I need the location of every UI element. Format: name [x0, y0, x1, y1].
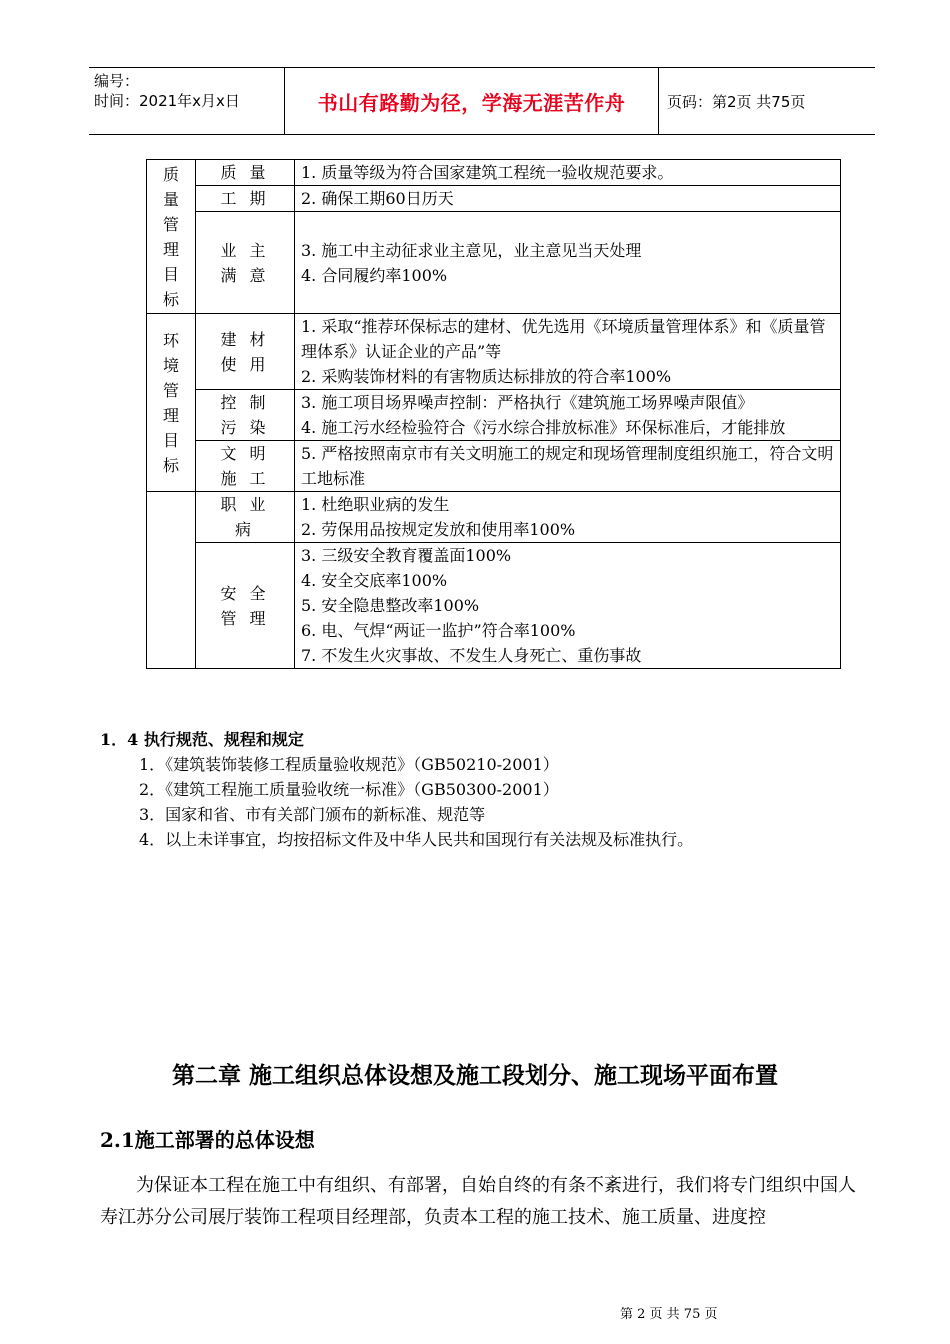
goal-text: 1. 质量等级为符合国家建筑工程统一验收规范要求。: [295, 160, 841, 186]
section-title-2-1: 2.1施工部署的总体设想: [100, 1128, 315, 1152]
header-meta: [89, 68, 285, 134]
chapter-title: 第二章 施工组织总体设想及施工段划分、施工现场平面布置: [171, 1062, 778, 1089]
subcategory: 建 材 使 用: [196, 314, 295, 390]
list-item: 2．《建筑工程施工质量验收统一标准》（GB50300-2001）: [139, 780, 559, 799]
list-item: 3．国家和省、市有关部门颁布的新标准、规范等: [139, 805, 486, 824]
category-environment: 环境管理目标: [147, 314, 196, 492]
goals-table: [146, 159, 841, 669]
subcategory: 工 期: [196, 186, 295, 212]
goal-text: 5. 严格按照南京市有关文明施工的规定和现场管理制度组织施工，符合文明工地标准: [295, 441, 841, 492]
goal-text: 1. 杜绝职业病的发生 2. 劳保用品按规定发放和使用率100%: [295, 492, 841, 543]
category-safety: [147, 492, 196, 669]
header-motto: 书山有路勤为径，学海无涯苦作舟: [285, 68, 659, 134]
table-row: [147, 186, 841, 212]
section-title-1-4: 1．4 执行规范、规程和规定: [100, 730, 304, 749]
category-quality: 质量管理目标: [147, 160, 196, 314]
table-row: [147, 390, 841, 441]
page-header: [89, 67, 875, 135]
table-row: [147, 441, 841, 492]
subcategory: 职 业 病: [196, 492, 295, 543]
table-row: [147, 160, 841, 186]
regulations-list: [139, 752, 693, 852]
subcategory: 业 主 满 意: [196, 212, 295, 314]
goal-text: 1. 采取“推荐环保标志的建材、优先选用《环境质量管理体系》和《质量管理体系》认证企业的产品”等 2. 采购装饰材料的有害物质达标排放的符合率100%: [295, 314, 841, 390]
table-row: [147, 492, 841, 543]
page-footer: 第 2 页 共 75 页: [620, 1307, 718, 1322]
goal-text: 3. 三级安全教育覆盖面100% 4. 安全交底率100% 5. 安全隐患整改率100% 6. 电、气焊“两证一监护”符合率100% 7. 不发生火灾事故、不发生人身死亡、重伤事故: [295, 543, 841, 669]
subcategory: 控 制 污 染: [196, 390, 295, 441]
goal-text: 2. 确保工期60日历天: [295, 186, 841, 212]
list-item: 4．以上未详事宜，均按招标文件及中华人民共和国现行有关法规及标准执行。: [139, 830, 694, 849]
header-page-label: 页码：第2页 共75页: [667, 92, 806, 111]
list-item: 1．《建筑装饰装修工程质量验收规范》（GB50210-2001）: [139, 755, 559, 774]
subcategory: 安 全 管 理: [196, 543, 295, 669]
body-paragraph: 为保证本工程在施工中有组织、有部署，自始自终的有条不紊进行，我们将专门组织中国人寿江苏分公司展厅装饰工程项目经理部，负责本工程的施工技术、施工质量、进度控: [100, 1175, 856, 1228]
table-row: [147, 543, 841, 669]
goal-text: 3. 施工中主动征求业主意见，业主意见当天处理 4. 合同履约率100%: [295, 212, 841, 314]
serial-label: 编号：: [94, 72, 140, 90]
table-row: [147, 212, 841, 314]
subcategory: 质 量: [196, 160, 295, 186]
table-row: [147, 314, 841, 390]
subcategory: 文 明 施 工: [196, 441, 295, 492]
time-label: 时间：2021年x月x日: [94, 92, 240, 110]
goal-text: 3. 施工项目场界噪声控制：严格执行《建筑施工场界噪声限值》 4. 施工污水经检验符合《污水综合排放标准》环保标准后，才能排放: [295, 390, 841, 441]
